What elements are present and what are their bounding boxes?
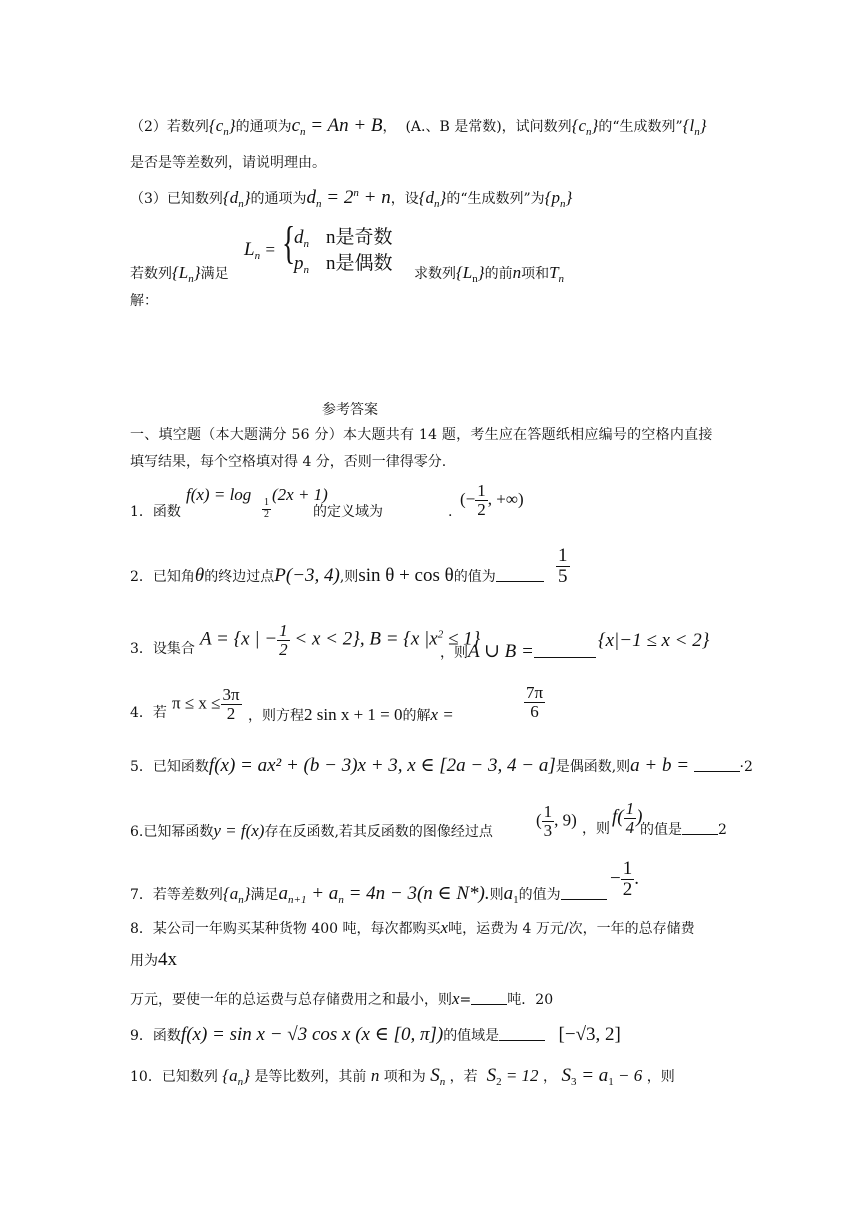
case1-cond: n是奇数 bbox=[326, 227, 393, 248]
q4-answer: $\frac{7\pi}{6}$ bbox=[526, 683, 544, 721]
section-line1: 一、填空题（本大题满分 56 分）本大题共有 14 题，考生应在答题纸相应编号的空格内直接 bbox=[130, 427, 713, 443]
q4-mid: ，则方程2 sin x + 1 = 0的解x = bbox=[248, 705, 454, 724]
part3-ask: 求数列$\{L_n\}$的前n项和$T_n$ bbox=[414, 263, 565, 285]
q3-mid: ，则A ∪ B = bbox=[440, 642, 596, 661]
q8-line3: 万元，要使一年的总运费与总存储费用之和最小，则x= 吨．20 bbox=[130, 989, 554, 1008]
q2-blank bbox=[496, 569, 544, 582]
q3-label: 3．设集合 bbox=[130, 641, 195, 657]
q3-blank bbox=[534, 645, 596, 658]
q8-line2: 用为4x bbox=[130, 949, 177, 970]
part2-line2: 是否是等差数列，请说明理由。 bbox=[130, 155, 326, 171]
q1-log-base: $\frac{1}{2}$ bbox=[264, 497, 269, 520]
q1-dot: . bbox=[448, 504, 453, 520]
q8-line1: 8．某公司一年购买某种货物 400 吨，每次都购买x吨，运费为 4 万元/次，一年的总存储费 bbox=[130, 918, 695, 937]
solution-label: 解： bbox=[130, 293, 158, 309]
q6-tail: 的值是 2 bbox=[640, 822, 727, 838]
q1-answer: (− $\frac{1}{2}$ , +∞) bbox=[460, 481, 524, 519]
q1-label: 1．函数 bbox=[130, 504, 181, 520]
part3-satisfy: 若数列$\{L_n\}$满足 bbox=[130, 263, 229, 285]
answer-title: 参考答案 bbox=[322, 402, 378, 418]
q8-blank bbox=[471, 992, 507, 1005]
q10-line: 10．已知数列 $\{a_n\}$ 是等比数列，其前 n 项和为 $S_n$ ，若 $S_2 = 12$ ， $S_3 = a_1 - 6$ ，则 bbox=[130, 1065, 675, 1088]
q6-blank bbox=[682, 822, 718, 835]
q6-then: ，则 bbox=[582, 821, 610, 837]
q7-blank bbox=[561, 887, 607, 900]
q5-blank bbox=[694, 759, 740, 772]
q1-mid: 的定义域为 bbox=[313, 504, 383, 520]
q6-point: ( $\frac{1}{3}$ , 9) bbox=[536, 802, 577, 840]
q6-f: f( $\frac{1}{4}$ ) bbox=[612, 799, 643, 837]
q1-arg: (2x + 1) bbox=[272, 485, 328, 504]
part2-line1: （2）若数列$\{c_n\}$的通项为$c_n = An + B$， (A.、B 是常数)，试问数列$\{c_n\}$的“生成数列$”\{l_n\}$ bbox=[130, 115, 707, 138]
q2-answer: $\frac{1}{5}$ bbox=[558, 545, 568, 587]
case2-expr: $p_n$ bbox=[294, 253, 309, 276]
cn-formula: $c_n = An + B$ bbox=[291, 115, 383, 138]
part2-num: （2）若数列 bbox=[130, 119, 209, 135]
q3-sets: A = {x | − $\frac{1}{2}$ < x < 2}, B = {x $|x^2 \le 1$} bbox=[200, 621, 481, 659]
part3-line1: （3）已知数列$\{d_n\}$的通项为$d_n = 2^n + n$，设$\{d_n\}$的“生成数列”为$\{p_n\}$ bbox=[130, 187, 573, 210]
seq-c: $\{c_n\}$ bbox=[208, 116, 236, 138]
q5-line: 5．已知函数f(x) = ax² + (b − 3)x + 3, x ∈ [2a − 3, 4 − a]是偶函数,则a + b = ·2 bbox=[130, 755, 753, 776]
case1-expr: $d_n$ bbox=[294, 227, 309, 250]
q6-line: 6.已知幂函数y = f(x)存在反函数,若其反函数的图像经过点 bbox=[130, 821, 493, 840]
case2-cond: n是偶数 bbox=[326, 253, 393, 274]
q7-answer: − $\frac{1}{2}$ . bbox=[610, 858, 639, 900]
section-line2: 填写结果，每个空格填对得 4 分，否则一律得零分. bbox=[130, 454, 447, 470]
q2-line: 2．已知角θ的终边过点P(−3, 4),则sin θ + cos θ的值为 bbox=[130, 566, 544, 585]
q4-label: 4．若 bbox=[130, 705, 167, 721]
q4-cond: π ≤ x ≤ $\frac{3\pi}{2}$ bbox=[172, 685, 240, 723]
q1-function: f(x) = log bbox=[186, 485, 252, 504]
piecewise-lhs: $L_n$ = bbox=[244, 239, 276, 262]
q9-blank bbox=[499, 1028, 545, 1041]
q7-line: 7．若等差数列$\{a_n\}$满足$a_{n+1} + a_n = 4n - 3(n$ ∈ N*).则$a_1$的值为 bbox=[130, 884, 607, 906]
q9-line: 9．函数f(x) = sin x − √3 cos x (x ∈ [0, π])的值域是 [−√3, 2] bbox=[130, 1024, 621, 1045]
piecewise-brace: { bbox=[282, 217, 296, 268]
q9-answer: [−√3, 2] bbox=[558, 1024, 621, 1045]
seq-l: $\{l_n\}$ bbox=[682, 116, 707, 138]
q3-answer: {x|−1 ≤ x < 2} bbox=[598, 630, 710, 651]
